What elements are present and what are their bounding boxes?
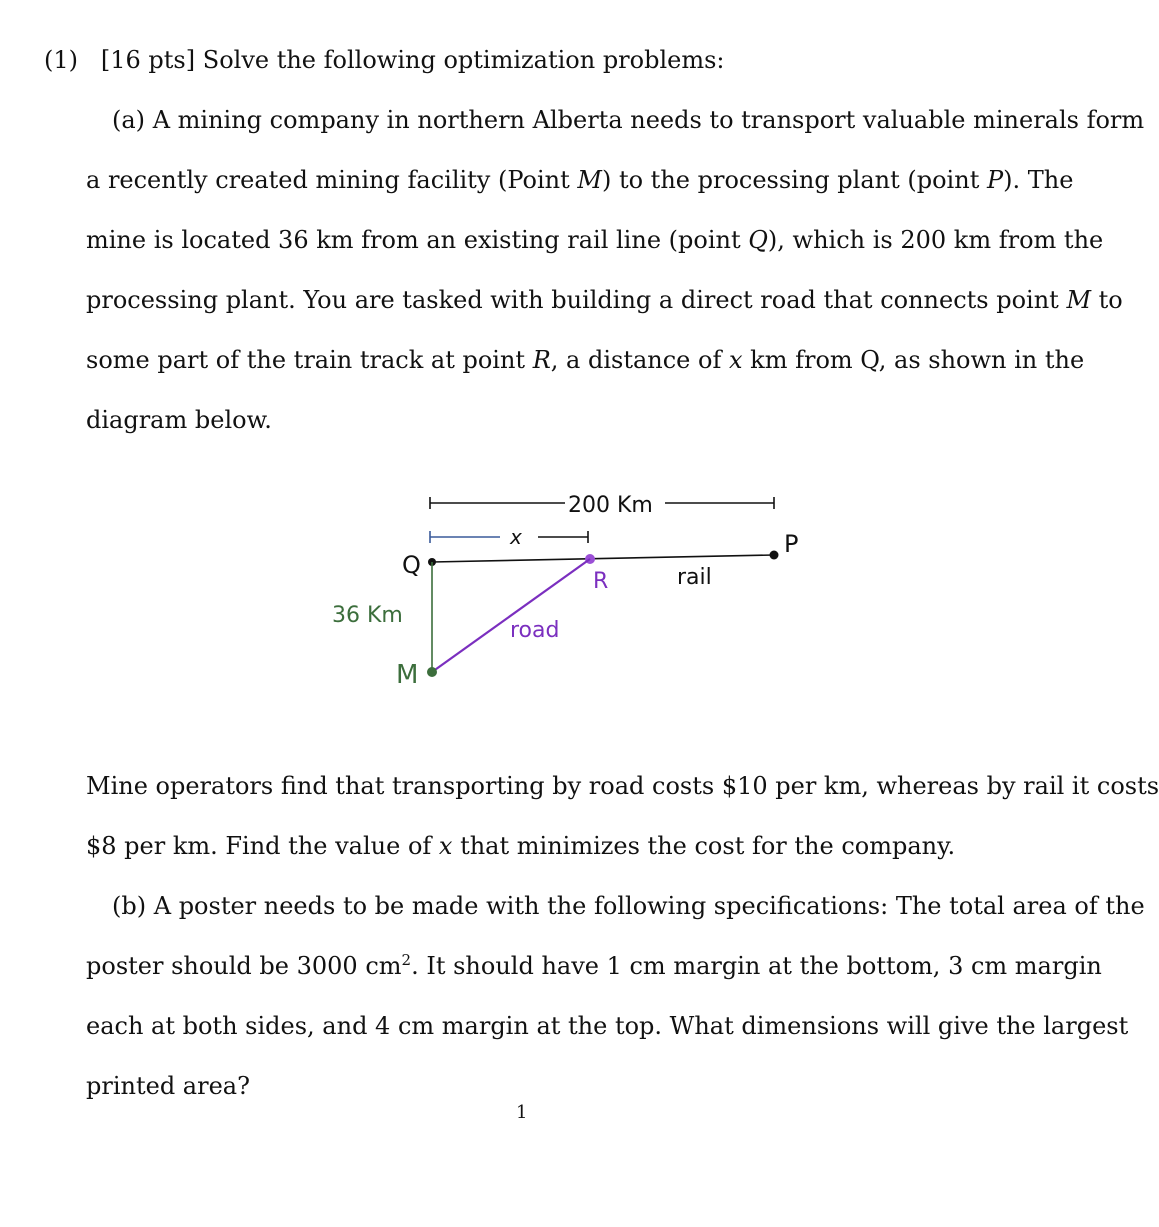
total-distance-label: 200 Km: [568, 493, 653, 518]
part-a-line-3: mine is located 36 km from an existing rail line (point Q), which is 200 km from the: [86, 226, 1104, 254]
problem-number: (1): [44, 46, 78, 74]
part-a-line-4: processing plant. You are tasked with building a direct road that connects point M to: [86, 286, 1123, 314]
part-b-line-2: poster should be 3000 $cm^2$. It should have 1 cm margin at the bottom, 3 cm margin: [86, 951, 1102, 980]
vertical-distance-label: 36 Km: [332, 603, 403, 628]
rail-line: [432, 555, 774, 562]
problem-header: [44, 46, 725, 74]
road-label: road: [510, 618, 560, 643]
part-a-label: (a): [112, 106, 146, 134]
rail-road-diagram: [320, 480, 799, 700]
part-a-line-7: Mine operators find that transporting by road costs $10 per km, whereas by rail it costs: [86, 772, 1159, 800]
part-a-line-8: $8 per km. Find the value of x that minimizes the cost for the company.: [86, 832, 956, 860]
road-line: [432, 559, 590, 672]
part-a-line-5: some part of the train track at point R, a distance of x km from Q, as shown in the: [86, 346, 1085, 374]
part-a-line-1: (a) A mining company in northern Alberta needs to transport valuable minerals form: [112, 106, 1145, 134]
part-b-label: (b): [112, 892, 147, 920]
point-p: [770, 551, 779, 560]
point-m: [427, 667, 437, 677]
part-a-line-2: a recently created mining facility (Point M) to the processing plant (point P). The: [86, 166, 1074, 194]
problem-title: Solve the following optimization problems:: [202, 46, 725, 74]
part-b-line-3: each at both sides, and 4 cm margin at the top. What dimensions will give the largest: [86, 1012, 1129, 1040]
part-b-line-4: printed area?: [86, 1072, 250, 1100]
part-b-line-1: (b) A poster needs to be made with the following specifications: The total area of the: [112, 892, 1145, 920]
page-number: 1: [516, 1102, 528, 1123]
p-label: P: [784, 530, 799, 558]
x-label: x: [510, 525, 522, 549]
rail-label: rail: [677, 565, 712, 590]
r-label: R: [593, 569, 609, 594]
part-a-line-6: diagram below.: [86, 406, 272, 434]
m-label: M: [396, 660, 419, 690]
problem-points: [16 pts]: [100, 46, 196, 74]
q-label: Q: [402, 551, 421, 579]
